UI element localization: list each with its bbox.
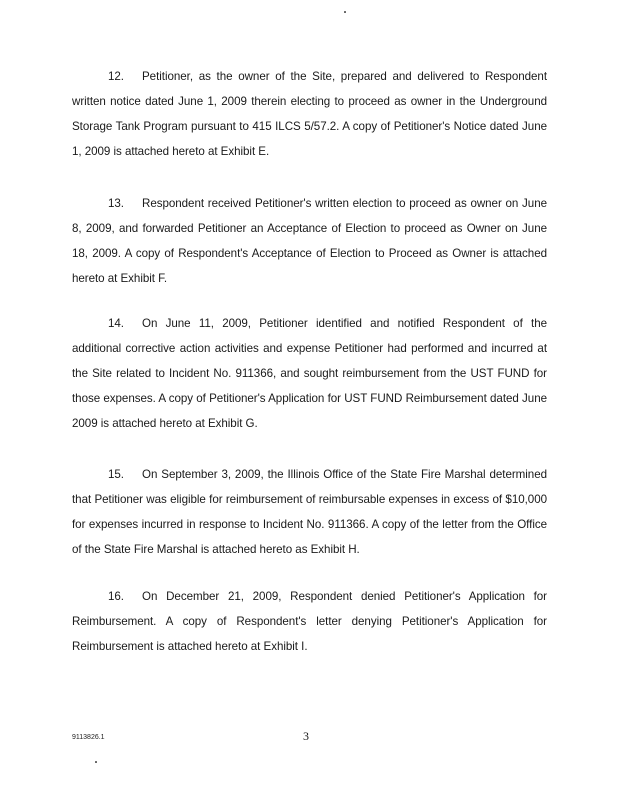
paragraph-number: 13. [108,197,124,210]
paragraph-12 [72,64,547,164]
paragraph-16 [72,584,547,659]
paragraph-15 [72,462,547,562]
scan-speck [95,761,97,763]
paragraph-number: 12. [108,70,124,83]
paragraph-13 [72,191,547,291]
paragraph-text: On June 11, 2009, Petitioner identified and notified Respondent of the additional corrective action activities and expense Petitioner had performed and incurred at the Site related to Incident No. 911366, and sought reimbursement from the UST FUND for those expenses. A copy of Petitioner's Application for UST FUND Reimbursement dated June 2009 is attached hereto at Exhibit G. [72,317,547,430]
paragraph-14 [72,311,547,436]
paragraph-number: 15. [108,468,124,481]
page-number: 3 [303,729,309,743]
paragraph-text: Respondent received Petitioner's written election to proceed as owner on June 8, 2009, and forwarded Petitioner an Acceptance of Election to proceed as Owner on June 18, 2009. A copy of Respondent's Acceptance of Election to Proceed as Owner is attached hereto at Exhibit F. [72,197,547,285]
paragraph-number: 16. [108,590,124,603]
paragraph-text: On December 21, 2009, Respondent denied Petitioner's Application for Reimbursement. A copy of Respondent's letter denying Petitioner's Application for Reimbursement is attached hereto at Exhibit I. [72,590,547,653]
paragraph-number: 14. [108,317,124,330]
paragraph-text: On September 3, 2009, the Illinois Office of the State Fire Marshal determined that Petitioner was eligible for reimbursement of reimbursable expenses in excess of $10,000 for expenses incurred in response to Incident No. 911366. A copy of the letter from the Office of the State Fire Marshal is attached hereto as Exhibit H. [72,468,547,556]
document-id: 9113826.1 [72,734,105,741]
scan-speck [344,11,346,13]
paragraph-text: Petitioner, as the owner of the Site, prepared and delivered to Respondent written notice dated June 1, 2009 therein electing to proceed as owner in the Underground Storage Tank Program pursuant to 415 ILCS 5/57.2. A copy of Petitioner's Notice dated June 1, 2009 is attached hereto at Exhibit E. [72,70,547,158]
